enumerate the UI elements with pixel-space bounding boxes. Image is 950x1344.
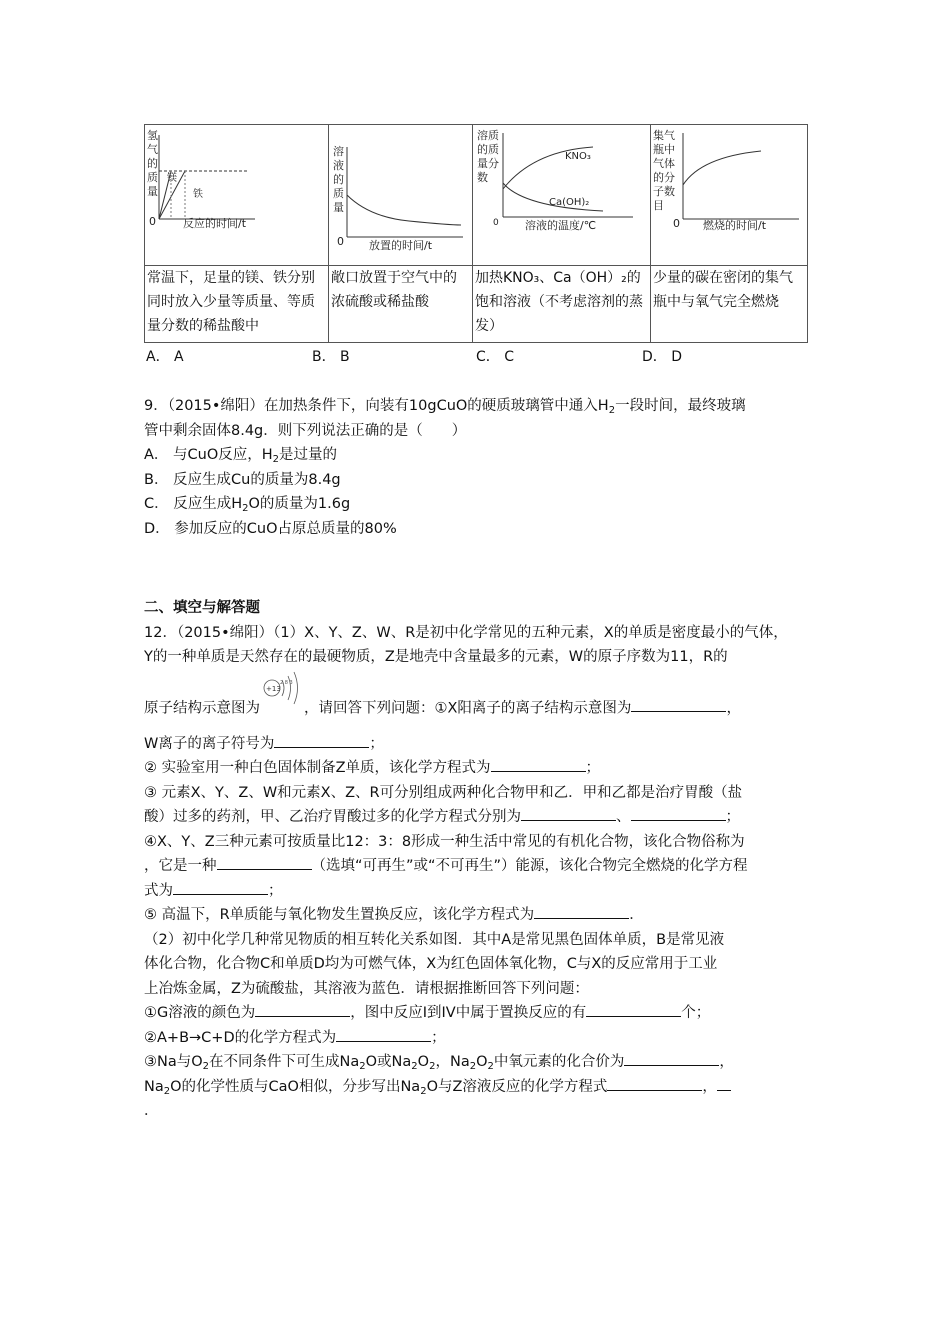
q12-l17c: O或Na bbox=[365, 1054, 412, 1070]
graph-c-cell bbox=[473, 125, 651, 266]
answer-blank-combustion-equation[interactable] bbox=[173, 880, 268, 895]
graph-b-ylabel-4: 质 bbox=[333, 187, 344, 200]
sub: 2 bbox=[272, 454, 280, 465]
answer-blank-renewable[interactable] bbox=[217, 855, 312, 870]
graph-c-ylabel-2: 的质 bbox=[477, 143, 499, 156]
q12-l3b: ，请回答下列问题：①X阳离子的离子结构示意图为 bbox=[304, 700, 632, 716]
graph-a-xlabel: 反应的时间/t bbox=[183, 217, 247, 230]
graph-d-cell bbox=[651, 125, 808, 266]
q12-l9b: （选填“可再生”或“不可再生”）能源，该化合物完全燃烧的化学方程 bbox=[311, 858, 748, 874]
sub: 2 bbox=[487, 1061, 494, 1072]
graph-a-ylabel-3: 的 bbox=[147, 157, 158, 170]
question-9 bbox=[144, 394, 814, 541]
graph-c-ylabel-1: 溶质 bbox=[477, 129, 499, 142]
sub: 2 bbox=[359, 1061, 366, 1072]
answer-blank-x-ion-structure[interactable] bbox=[631, 697, 726, 712]
q8-option-a[interactable]: A． A bbox=[146, 349, 184, 365]
graph-d-ylabel-5: 子数 bbox=[653, 185, 675, 198]
sub: 2 bbox=[411, 1061, 418, 1072]
q12-l15b: ，图中反应I到IV中属于置换反应的有 bbox=[350, 1005, 587, 1021]
answer-blank-yi-equation[interactable] bbox=[631, 806, 726, 821]
q12-line18 bbox=[144, 1075, 814, 1100]
graph-a-mg-line bbox=[159, 171, 171, 219]
q9-stem-line1 bbox=[144, 394, 814, 419]
answer-blank-na2o-equation-1[interactable] bbox=[607, 1076, 702, 1091]
q12-l17f: O bbox=[476, 1054, 488, 1070]
q12-line6: ③ 元素X、Y、Z、W和元素X、Z、R可分别组成两种化合物甲和乙．甲和乙都是治疗胃酸（盐 bbox=[144, 784, 743, 801]
q12-l7c: ； bbox=[725, 809, 740, 825]
graph-d-ylabel-3: 气体 bbox=[653, 157, 675, 170]
q12-line4 bbox=[144, 732, 814, 757]
graph-a-mg-label: 镁 bbox=[167, 173, 177, 184]
q12-l17e: ，Na bbox=[435, 1054, 470, 1070]
q12-l18b: O的化学性质与CaO相似，分步写出Na bbox=[170, 1078, 421, 1095]
q12-l11b: ． bbox=[629, 907, 644, 923]
graph-d-xlabel: 燃烧的时间/t bbox=[703, 219, 767, 232]
q12-l17g: 中氧元素的化合价为 bbox=[493, 1054, 625, 1070]
q12-l3a: 原子结构示意图为 bbox=[144, 700, 260, 716]
q12-l17d: O bbox=[417, 1054, 430, 1070]
q12-l7b: 、 bbox=[616, 809, 631, 825]
q9-option-b[interactable]: B． 反应生成Cu的质量为8.4g bbox=[144, 471, 341, 488]
graph-b-ylabel-5: 量 bbox=[333, 201, 344, 214]
graph-a-ylabel-1: 氢 bbox=[147, 129, 158, 142]
q12-l17h: ， bbox=[719, 1054, 734, 1070]
q9-option-c[interactable] bbox=[144, 492, 814, 517]
graph-a-ylabel-4: 质 bbox=[147, 171, 158, 184]
sub: 2 bbox=[469, 1061, 477, 1072]
graph-c-caoh2-label: Ca(OH)₂ bbox=[549, 197, 590, 208]
q9-opta2: 是过量的 bbox=[279, 447, 338, 463]
sub: 2 bbox=[429, 1061, 436, 1072]
graph-c-ylabel-3: 量分 bbox=[477, 157, 499, 170]
graph-d-ylabel-4: 的分 bbox=[653, 171, 675, 184]
q12-line8: ④X、Y、Z三种元素可按质量比12：3：8形成一种生活中常见的有机化合物，该化合物俗称为 bbox=[144, 833, 745, 850]
q12-l17a: ③Na与O bbox=[144, 1054, 203, 1070]
graph-d-ylabel-6: 目 bbox=[653, 199, 664, 212]
sub: 2 bbox=[242, 503, 249, 514]
q12-l11a: ⑤ 高温下，R单质能与氧化物发生置换反应，该化学方程式为 bbox=[144, 907, 535, 923]
q12-l3c: ， bbox=[726, 700, 741, 716]
graph-a bbox=[145, 125, 329, 265]
q8-option-c[interactable]: C． C bbox=[476, 349, 515, 365]
graph-b-ylabel-3: 的 bbox=[333, 173, 344, 186]
desc-a: 常温下，足量的镁、铁分别同时放入少量等质量、等质量分数的稀盐酸中 bbox=[145, 266, 329, 343]
desc-c: 加热KNO₃、Ca（OH）₂的饱和溶液（不考虑溶剂的蒸发） bbox=[473, 266, 651, 343]
sub: 2 bbox=[202, 1061, 210, 1072]
q9-optc2: O的质量为1.6g bbox=[248, 496, 351, 512]
desc-b: 敞口放置于空气中的浓硫酸或稀盐酸 bbox=[329, 266, 473, 343]
q12-l18d: ， bbox=[702, 1078, 717, 1095]
q12-line1: 12．（2015•绵阳）（1）X、Y、Z、W、R是初中化学常见的五种元素，X的单质是密度最小的气体， bbox=[144, 624, 788, 641]
graph-b-ylabel-1: 溶 bbox=[333, 145, 344, 158]
graph-d-ylabel-1: 集气 bbox=[653, 129, 675, 142]
graph-d-ylabel-2: 瓶中 bbox=[653, 143, 675, 156]
q12-l7a: 酸）过多的药剂，甲、乙治疗胃酸过多的化学方程式分别为 bbox=[144, 809, 521, 825]
atom-structure-svg bbox=[260, 670, 304, 720]
q12-line11 bbox=[144, 903, 814, 928]
q12-line2: Y的一种单质是天然存在的最硬物质，Z是地壳中含量最多的元素，W的原子序数为11，R的 bbox=[144, 649, 728, 665]
q12-line3 bbox=[144, 670, 814, 732]
graph-c-xlabel: 溶液的温度/℃ bbox=[525, 219, 597, 232]
q9-optc1: C． 反应生成H bbox=[144, 496, 243, 512]
graph-b-cell bbox=[329, 125, 473, 266]
q12-line19: ． bbox=[144, 1103, 159, 1119]
q12-l18a: Na bbox=[144, 1078, 164, 1095]
graph-d-curve bbox=[683, 151, 761, 185]
q12-l5b: ； bbox=[585, 760, 601, 776]
answer-blank-z-equation[interactable] bbox=[491, 757, 586, 772]
q12-l5a: ② 实验室用一种白色固体制备Z单质，该化学方程式为 bbox=[144, 760, 491, 776]
answer-blank-oxygen-valence[interactable] bbox=[624, 1051, 719, 1066]
q8-options-table bbox=[144, 124, 808, 343]
graph-a-ylabel-5: 量 bbox=[147, 185, 158, 198]
sub: 2 bbox=[163, 1085, 171, 1097]
q12-line13: 体化合物，化合物C和单质D均为可燃气体，X为红色固体氧化物，C与X的反应常用于工业 bbox=[144, 956, 718, 972]
graph-a-cell bbox=[145, 125, 329, 266]
q9-option-d[interactable]: D． 参加反应的CuO占原总质量的80% bbox=[144, 520, 397, 537]
q12-l4b: ； bbox=[369, 735, 384, 752]
q12-l15c: 个； bbox=[681, 1005, 711, 1021]
q12-line5 bbox=[144, 756, 814, 781]
sub: 2 bbox=[420, 1085, 427, 1097]
section-heading: 二、填空与解答题 bbox=[144, 600, 260, 616]
graph-a-ylabel-2: 气 bbox=[147, 143, 158, 156]
sub: 2 bbox=[608, 405, 616, 416]
q12-line10 bbox=[144, 879, 814, 904]
q12-line14: 上冶炼金属，Z为硫酸盐，其溶液为蓝色．请根据推断回答下列问题： bbox=[144, 980, 589, 997]
q12-line16 bbox=[144, 1026, 814, 1051]
answer-blank-jia-equation[interactable] bbox=[521, 806, 616, 821]
q12-line12: （2）初中化学几种常见物质的相互转化关系如图．其中A是常见黑色固体单质，B是常见液 bbox=[144, 931, 725, 948]
shell-3 bbox=[294, 672, 298, 704]
graph-b-curve bbox=[347, 195, 461, 225]
section-2 bbox=[144, 596, 814, 1124]
graph-b-origin: 0 bbox=[337, 235, 344, 248]
answer-blank-ab-equation[interactable] bbox=[336, 1027, 431, 1042]
shell-electrons: 2 8 3 bbox=[280, 679, 293, 686]
q8-option-b[interactable]: B． B bbox=[312, 349, 350, 365]
q12-l16a: ②A+B→C+D的化学方程式为 bbox=[144, 1029, 337, 1046]
q12-l10a: 式为 bbox=[144, 882, 173, 899]
graph-b bbox=[329, 125, 473, 265]
q12-line17 bbox=[144, 1050, 814, 1075]
q9-stem1b: 一段时间，最终玻璃 bbox=[615, 398, 746, 414]
q12-l4a: W离子的离子符号为 bbox=[144, 735, 275, 752]
q9-opta1: A． 与CuO反应，H bbox=[144, 447, 273, 463]
desc-d: 少量的碳在密闭的集气瓶中与氧气完全燃烧 bbox=[651, 266, 808, 343]
graph-c-ylabel-4: 数 bbox=[477, 171, 488, 184]
answer-blank-na2o-equation-2[interactable] bbox=[717, 1076, 731, 1091]
graph-d bbox=[651, 125, 808, 265]
graph-a-origin: 0 bbox=[149, 215, 156, 228]
answer-blank-g-color[interactable] bbox=[255, 1002, 350, 1017]
graph-a-fe-label: 铁 bbox=[193, 189, 203, 200]
q12-l16b: ； bbox=[431, 1029, 446, 1046]
q9-option-a[interactable] bbox=[144, 443, 814, 468]
answer-blank-w-ion[interactable] bbox=[274, 733, 369, 748]
answer-blank-replacement-count[interactable] bbox=[586, 1002, 681, 1017]
q12-l17b: 在不同条件下可生成Na bbox=[209, 1054, 360, 1070]
q8-option-d[interactable]: D． D bbox=[642, 349, 683, 365]
graph-b-ylabel-2: 液 bbox=[333, 159, 344, 172]
answer-blank-r-equation[interactable] bbox=[534, 904, 629, 919]
q9-stem-line2: 管中剩余固体8.4g．则下列说法正确的是（ ） bbox=[144, 422, 467, 439]
q12-l15a: ①G溶液的颜色为 bbox=[144, 1005, 256, 1021]
graph-c bbox=[473, 125, 651, 265]
q12-line7 bbox=[144, 805, 814, 830]
q12-line9 bbox=[144, 854, 814, 879]
nucleus-charge: +13 bbox=[266, 684, 281, 693]
q12-l10b: ； bbox=[268, 882, 283, 899]
graph-c-kno3-label: KNO₃ bbox=[565, 151, 591, 162]
q9-stem1: 9．（2015•绵阳）在加热条件下，向装有10gCuO的硬质玻璃管中通入H bbox=[144, 398, 609, 414]
graph-b-xlabel: 放置的时间/t bbox=[369, 239, 433, 252]
q12-l9a: ，它是一种 bbox=[144, 858, 217, 874]
graph-d-origin: 0 bbox=[673, 217, 680, 230]
q12-line15 bbox=[144, 1001, 814, 1026]
graph-c-origin: 0 bbox=[493, 218, 499, 228]
q12-l18c: O与Z溶液反应的化学方程式 bbox=[426, 1078, 608, 1095]
